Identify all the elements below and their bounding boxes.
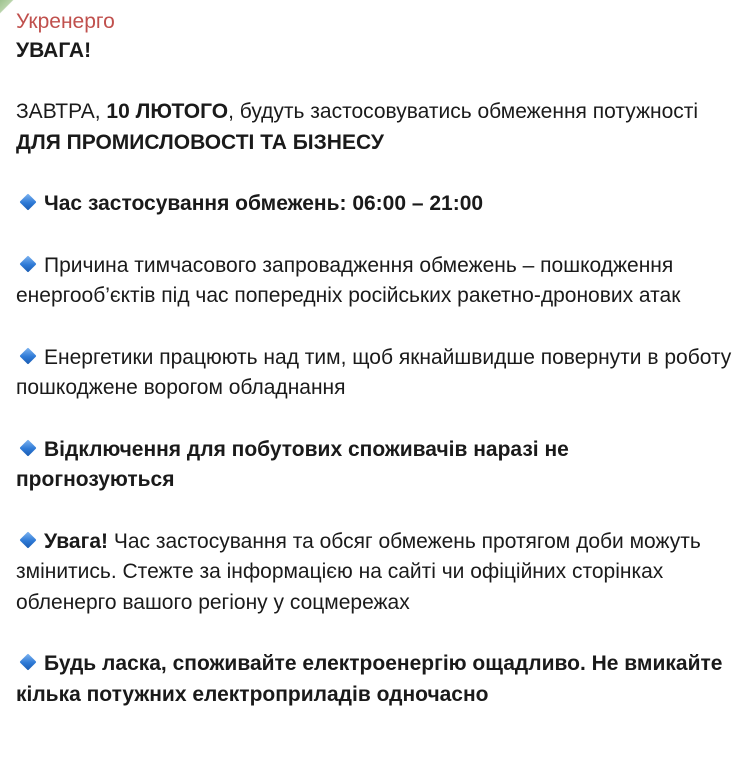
blue-diamond-icon <box>20 532 37 549</box>
blue-diamond-icon <box>20 348 37 365</box>
message-content <box>16 8 732 710</box>
bullet-attention-text: Час застосування та обсяг обмежень протягом доби можуть змінитись. Стежте за інформацією на сайті чи офіційних сторінках обленерго вашого регіону у соцмережах <box>16 529 701 614</box>
bubble-corner <box>0 0 14 14</box>
intro-text-2: , будуть застосовуватись обмеження потужності <box>228 100 699 123</box>
bullet-repair <box>16 343 732 404</box>
bullet-attention-label: Увага! <box>44 529 108 553</box>
blue-diamond-icon <box>20 654 37 671</box>
bullet-reason-text: Причина тимчасового запровадження обмежень – пошкодження енергооб’єктів під час попередніх російських ракетно-дронових атак <box>16 253 681 307</box>
bullet-time-text: Час застосування обмежень: 06:00 – 21:00 <box>44 192 484 215</box>
blue-diamond-icon <box>20 194 37 211</box>
intro-date: 10 ЛЮТОГО <box>106 100 229 123</box>
intro-text-1: ЗАВТРА, <box>16 100 107 123</box>
bullet-time <box>16 189 732 220</box>
blue-diamond-icon <box>20 440 37 457</box>
bullet-save-energy <box>16 649 732 710</box>
bullet-attention <box>16 527 732 619</box>
bullet-reason <box>16 251 732 312</box>
bullet-households-text: Відключення для побутових споживачів наразі не прогнозуються <box>16 437 569 491</box>
message-title: УВАГА! <box>16 39 92 62</box>
bullet-save-energy-text: Будь ласка, споживайте електроенергію ощадливо. Не вмикайте кілька потужних електроприладів одночасно <box>16 652 723 706</box>
bullet-households <box>16 435 732 496</box>
blue-diamond-icon <box>20 256 37 273</box>
sender-name[interactable]: Укренерго <box>16 10 115 33</box>
intro-paragraph <box>16 97 732 158</box>
intro-target: ДЛЯ ПРОМИСЛОВОСТІ ТА БІЗНЕСУ <box>16 130 384 154</box>
bullet-repair-text: Енергетики працюють над тим, щоб якнайшвидше повернути в роботу пошкоджене ворогом обладнання <box>16 345 732 399</box>
